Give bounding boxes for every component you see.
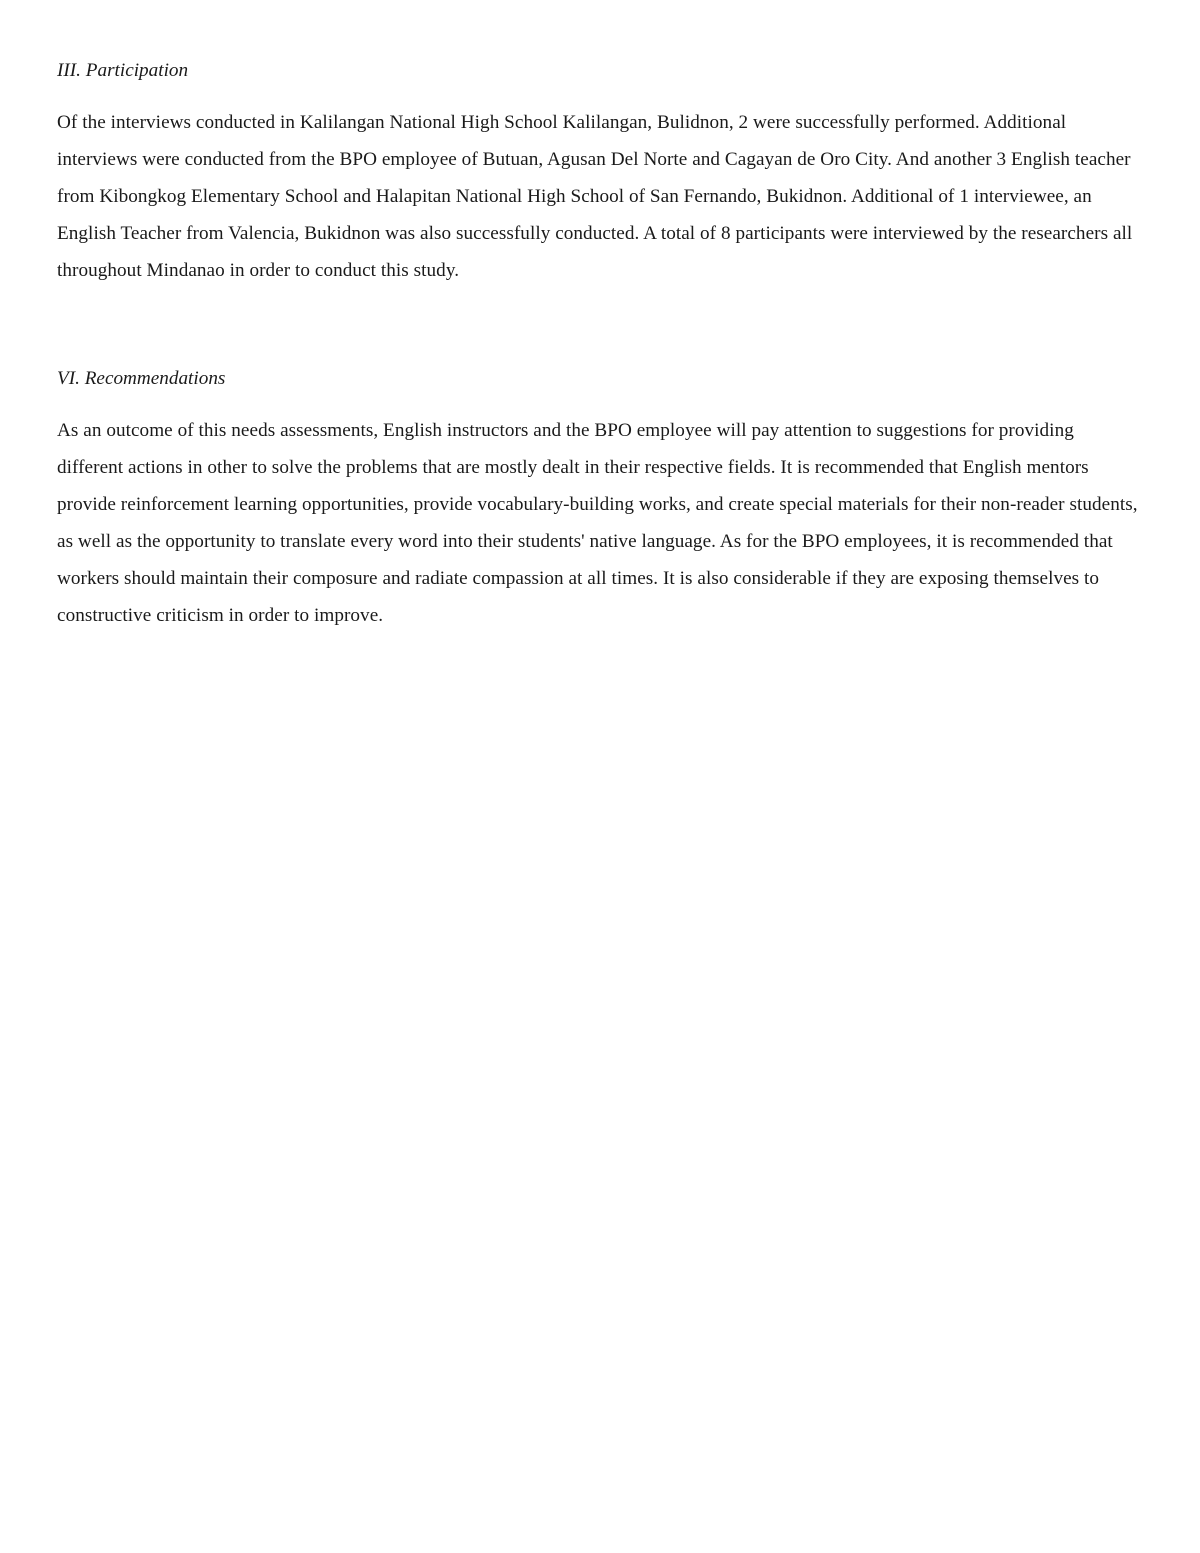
section-heading-recommendations: VI. Recommendations <box>57 368 226 389</box>
section-heading-participation: III. Participation <box>57 60 189 81</box>
section-body-participation: Of the interviews conducted in Kalilangan National High School Kalilangan, Bulidnon, 2 were successfully performed. Additional interviews were conducted from the BPO employee of Butuan, Agusan Del Norte and Cagayan de Oro City. And another 3 English teacher from Kibongkog Elementary School and Halapitan National High School of San Fernando, Bukidnon. Additional of 1 interviewee, an English Teacher from Valencia, Bukidnon was also successfully conducted. A total of 8 participants were interviewed by the researchers all throughout Mindanao in order to conduct this study. <box>57 112 1133 281</box>
section-participation <box>57 52 1142 289</box>
section-recommendations <box>57 360 1142 634</box>
document-page <box>57 52 1142 634</box>
section-body-recommendations: As an outcome of this needs assessments, English instructors and the BPO employee will pay attention to suggestions for providing different actions in other to solve the problems that are mostly dealt in their respective fields. It is recommended that English mentors provide reinforcement learning opportunities, provide vocabulary-building works, and create special materials for their non-reader students, as well as the opportunity to translate every word into their students' native language. As for the BPO employees, it is recommended that workers should maintain their composure and radiate compassion at all times. It is also considerable if they are exposing themselves to constructive criticism in order to improve. <box>57 420 1138 626</box>
